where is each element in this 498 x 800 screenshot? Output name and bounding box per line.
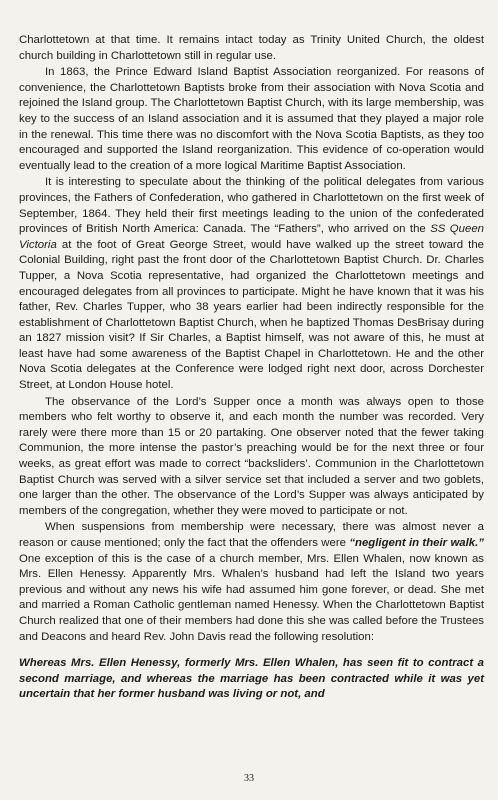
paragraph-text: One exception of this is the case of a church member, Mrs. Ellen Whalen, now known as Mrs. Ellen Henessy. Apparently Mrs. Whalen’s husband had left the Island two years previous and without any news his wife had assumed him gone forever, or dead. She met and married a Roman Catholic gentleman named Henessy. When the Charlottetown Baptist Church realized that one of their members had done this she was called before the Trustees and Deacons and heard Rev. John Davis read the following resolution: (19, 552, 484, 643)
emphasized-text: SS Queen Victoria (19, 223, 485, 251)
paragraph-text: In 1863, the Prince Edward Island Baptist Association reorganized. For reasons of convenience, the Charlottetown Baptists broke from their association with Nova Scotia and rejoined the Island group. The Charlottetown Baptist Church, with its large membership, was key to the success of an Island association and it is assumed that they played a major role in the renewal. This time there was no discomfort with the Nova Scotia Baptists, as they too encouraged and supported the Island reorganization. This evidence of co-operation would eventually lead to the creation of a more logical Maritime Baptist Association. (19, 66, 484, 172)
emphasized-text: “negligent in their walk.” (349, 537, 484, 549)
paragraph (19, 65, 484, 174)
paragraph (19, 520, 484, 645)
paragraph (19, 395, 484, 520)
paragraph-text: The observance of the Lord’s Supper once a month was always open to those members who felt worthy to observe it, and each month the number was recorded. Very rarely were there more than 15 or 20 partaking. One observer noted that the fewer taking Communion, the more intense the pastor’s preaching would be for the next three or four weeks, as great effort was made to correct “backsliders’. Communion in the Charlottetown Baptist Church was served with a silver service set that included a server and two goblets, one larger than the other. The observance of the Lord’s Supper was always anticipated by members of the congregation, whether they were moved to participate or not. (19, 395, 484, 517)
body-text (19, 33, 484, 645)
paragraph-text: Charlottetown at that time. It remains intact today as Trinity United Church, the oldest church building in Charlottetown still in regular use. (19, 34, 484, 62)
resolution-quote: Whereas Mrs. Ellen Henessy, formerly Mrs. Ellen Whalen, has seen fit to contract a second marriage, and whereas the marriage has been contracted while it was yet uncertain that her former husband was living or not, and (19, 657, 484, 701)
page-number: 33 (244, 773, 254, 784)
paragraph-text: When suspensions from membership were necessary, there was almost never a reason or cause mentioned; only the fact that the offenders were (19, 521, 484, 549)
paragraph (19, 175, 484, 393)
paragraph-text: It is interesting to speculate about the thinking of the political delegates from various provinces, the Fathers of Confederation, who gathered in Charlottetown on the first week of September, 1864. They held their first meetings leading to the union of the confederated provinces of British North America: Canada. The “Fathers”, who arrived on the (19, 176, 484, 236)
paragraph-text: at the foot of Great George Street, would have walked up the street toward the Colonial Building, right past the front door of the Charlottetown Baptist Church. Dr. Charles Tupper, a Nova Scotia representative, had organized the Charlottetown meetings and encouraged delegates from all provinces to participate. Might he have known that it was his father, Rev. Charles Tupper, who 38 years earlier had been indirectly responsible for the establishment of Charlottetown Baptist Church, when he baptized Thomas DesBrisay during an 1827 mission visit? If Sir Charles, a Baptist himself, was not aware of this, he must at least have had some awareness of the Baptist Chapel in Charlottetown. He and the other Nova Scotia delegates at the Conference were lodged right next door, across Dorchester Street, at London House hotel. (19, 238, 484, 392)
paragraph (19, 33, 484, 64)
